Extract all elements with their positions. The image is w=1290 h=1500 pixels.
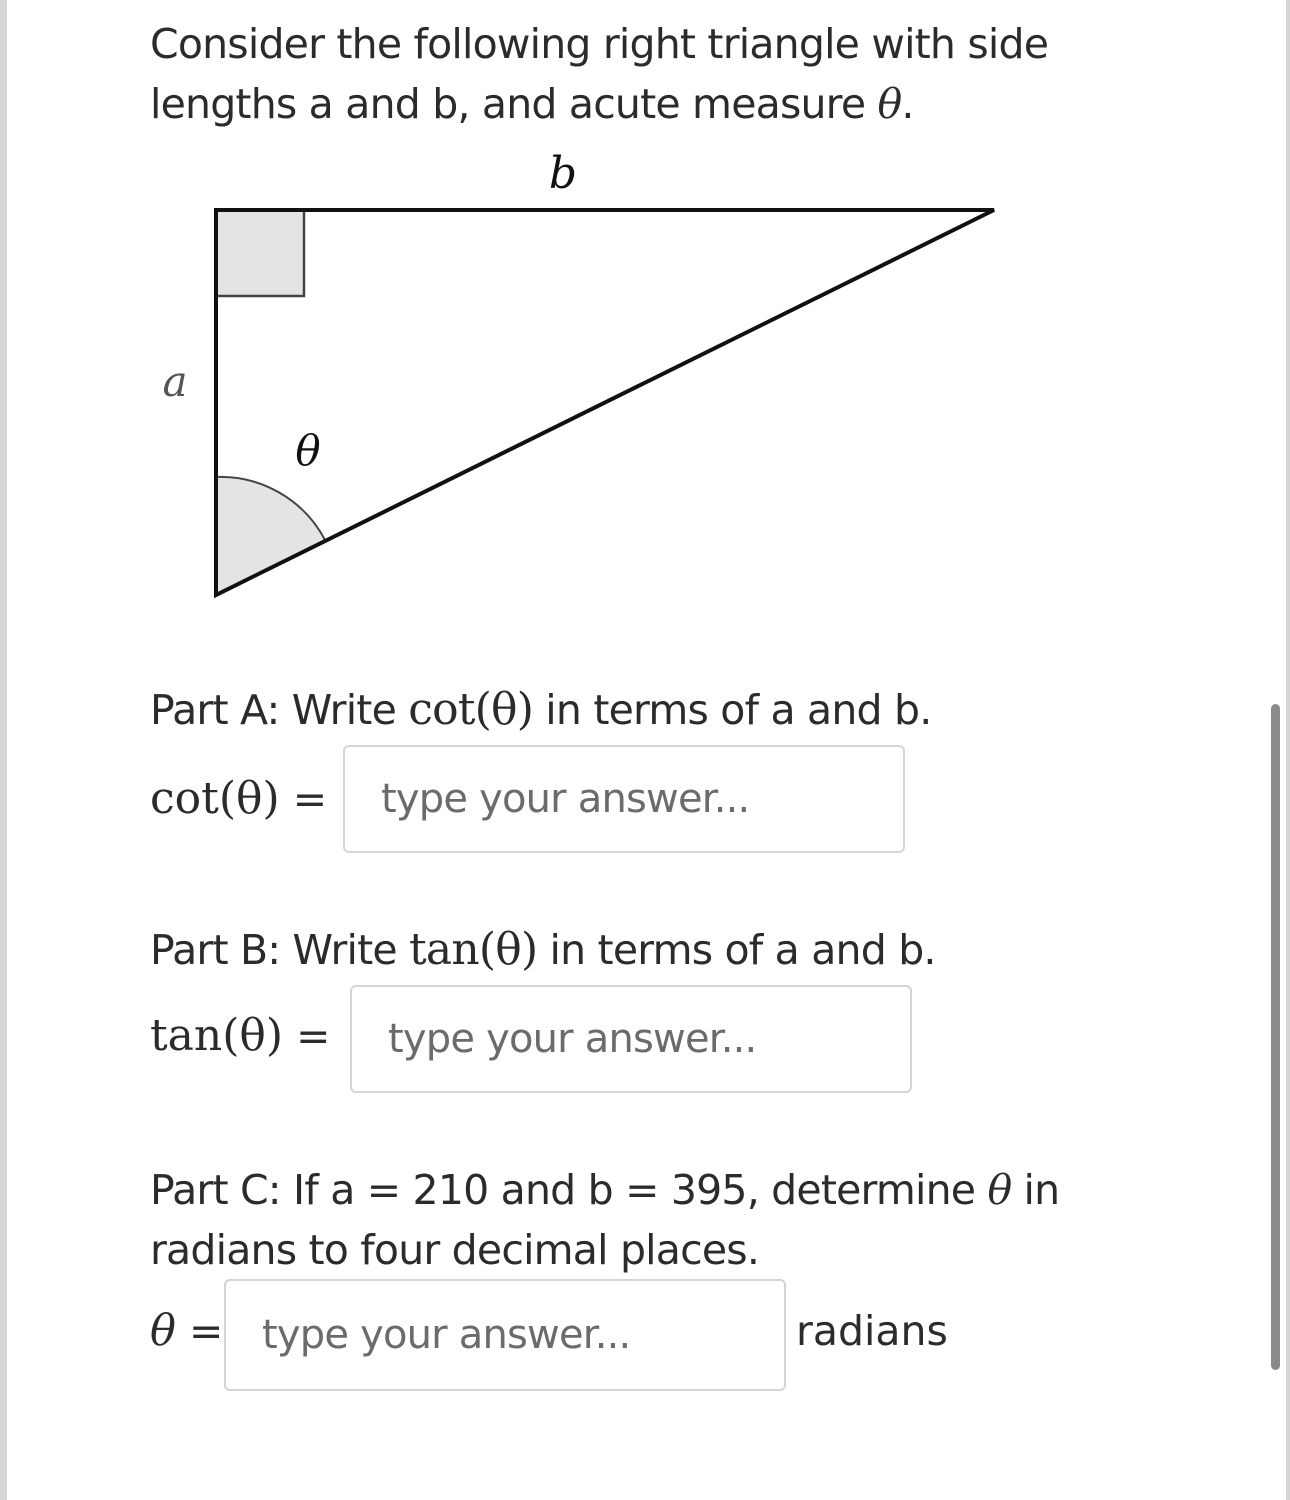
right-triangle [216,210,994,595]
part-a-equals: = [292,775,328,823]
side-label-a: a [162,357,188,406]
part-a-answer-input[interactable] [345,747,903,851]
part-c-prompt-line-1 [150,1160,1059,1220]
part-b-label-func: tan(θ) [150,1010,284,1061]
part-c-prompt-line-2: radians to four decimal places. [150,1226,760,1274]
part-a-func: cot(θ) [408,684,534,735]
part-c-equals: = [188,1307,224,1355]
part-a-prompt [150,680,931,740]
part-b-prompt-suffix: in terms of a and b. [537,926,936,974]
part-b-answer-input[interactable] [352,987,910,1091]
part-a-prompt-suffix: in terms of a and b. [533,686,932,734]
angle-theta-marker [216,477,325,595]
part-a-answer-box[interactable] [343,745,905,853]
part-c-label-theta: θ [150,1306,176,1356]
part-c-answer-label [150,1301,223,1361]
part-b-answer-box[interactable] [350,985,912,1093]
part-a-label-func: cot(θ) [150,773,280,824]
part-b-equals: = [296,1012,331,1060]
triangle-figure [0,0,1290,640]
part-c-answer-input[interactable] [226,1281,784,1389]
part-b-prompt [150,920,936,980]
intro-theta: θ [877,80,902,128]
part-c-prompt-text: Part C: If a = 210 and b = 395, determine [150,1166,988,1214]
part-a-answer-label [150,769,327,829]
part-b-answer-label [150,1006,330,1066]
intro-period: . [901,80,914,128]
side-label-b: b [548,148,578,199]
right-angle-marker [216,210,304,296]
intro-line-1: Consider the following right triangle with side [150,20,1049,68]
part-c-prompt-suffix: in [1011,1166,1060,1214]
angle-label-theta: θ [295,426,321,475]
intro-line-2-text: lengths a and b, and acute measure [150,80,878,128]
part-c-theta: θ [987,1166,1012,1214]
part-a-prompt-prefix: Part A: Write [150,686,409,734]
part-b-prompt-prefix: Part B: Write [150,926,410,974]
part-c-answer-box[interactable] [224,1279,786,1391]
part-b-func: tan(θ) [409,924,538,975]
part-c-unit: radians [796,1307,948,1355]
scrollbar-thumb[interactable] [1271,704,1280,1370]
